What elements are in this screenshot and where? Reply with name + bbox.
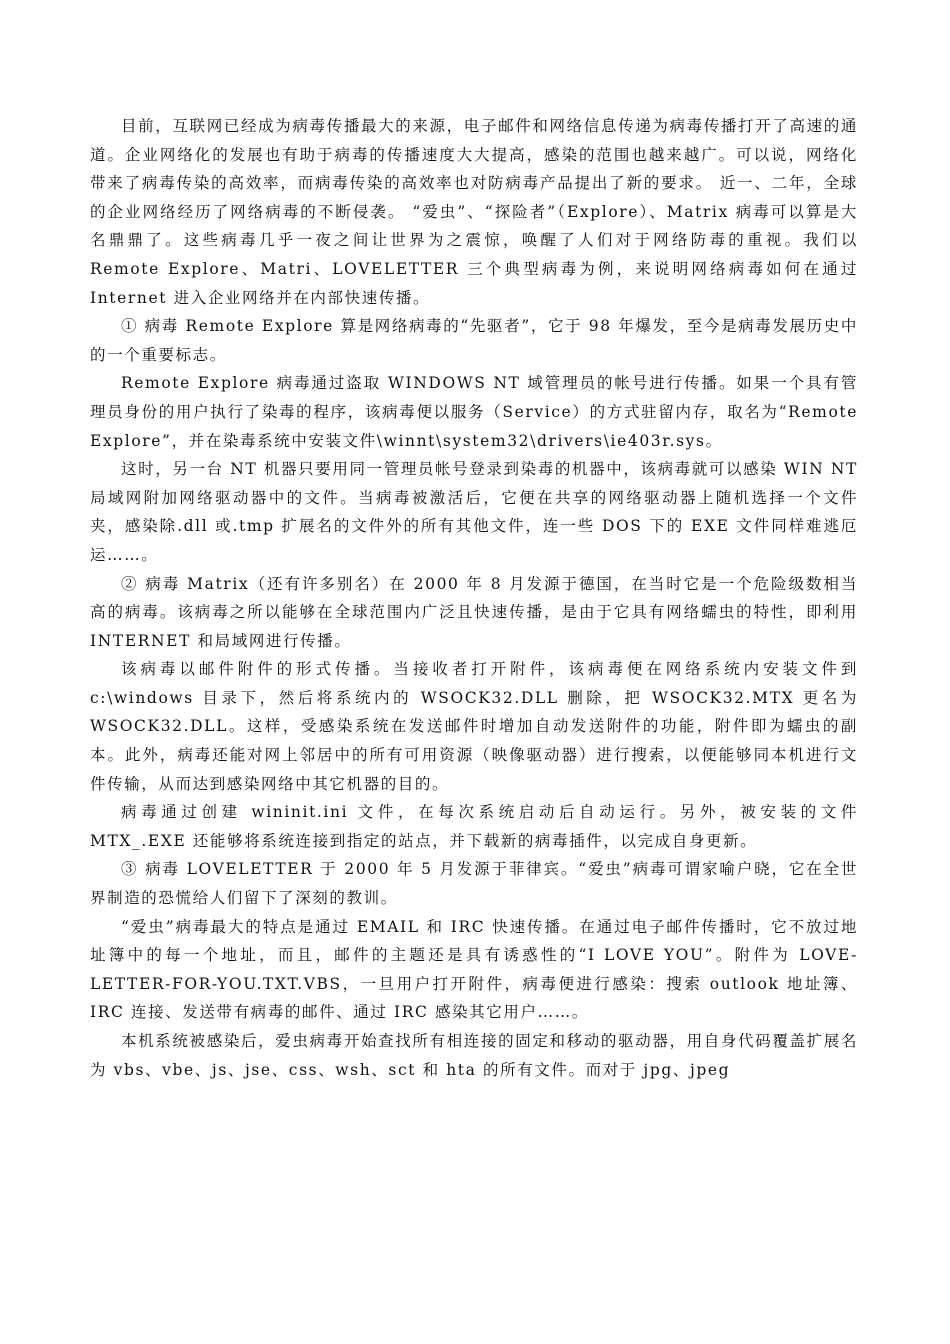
paragraph-remote-explore-infection: 这时，另一台 NT 机器只要用同一管理员帐号登录到染毒的机器中，该病毒就可以感染 WIN NT 局域网附加网络驱动器中的文件。当病毒被激活后，它便在共享的网络驱动器上随机选择一个文件夹，感染除.dll 或.tmp 扩展名的文件外的所有其他文件，连一些 DOS 下的 EXE 文件同样难逃厄运……。 (90, 460, 858, 564)
paragraph-matrix-spread: 该病毒以邮件附件的形式传播。当接收者打开附件，该病毒便在网络系统内安装文件到 c:\windows 目录下，然后将系统内的 WSOCK32.DLL 删除，把 WSOCK32.MTX 更名为 WSOCK32.DLL。这样，受感染系统在发送邮件时增加自动发送附件的功能，附件即为蠕虫的副本。此外，病毒还能对网上邻居中的所有可用资源（映像驱动器）进行搜索，以便能够同本机进行文件传输，从而达到感染网络中其它机器的目的。 (90, 660, 858, 793)
document-page (90, 112, 858, 1084)
paragraph-matrix-heading: ② 病毒 Matrix（还有许多别名）在 2000 年 8 月发源于德国，在当时它是一个危险级数相当高的病毒。该病毒之所以能够在全球范围内广泛且快速传播，是由于它具有网络蠕虫的特性，即利用 INTERNET 和局域网进行传播。 (90, 574, 858, 650)
paragraph-remote-explore-spread: Remote Explore 病毒通过盗取 WINDOWS NT 域管理员的帐号进行传播。如果一个具有管理员身份的用户执行了染毒的程序，该病毒便以服务（Service）的方式驻留内存，取名为“Remote Explore”，并在染毒系统中安装文件\winnt\system32\drivers\ie403r.sys。 (90, 374, 858, 450)
paragraph-loveletter-spread: “爱虫”病毒最大的特点是通过 EMAIL 和 IRC 快速传播。在通过电子邮件传播时，它不放过地址簿中的每一个地址，而且，邮件的主题还是具有诱惑性的“I LOVE YOU”。附件为 LOVE-LETTER-FOR-YOU.TXT.VBS，一旦用户打开附件，病毒便进行感染：搜索 outlook 地址簿、IRC 连接、发送带有病毒的邮件、通过 IRC 感染其它用户……。 (90, 917, 858, 1022)
paragraph-remote-explore-heading: ① 病毒 Remote Explore 算是网络病毒的“先驱者”，它于 98 年爆发，至今是病毒发展历史中的一个重要标志。 (90, 317, 858, 364)
paragraph-loveletter-infection: 本机系统被感染后，爱虫病毒开始查找所有相连接的固定和移动的驱动器，用自身代码覆盖扩展名为 vbs、vbe、js、jse、css、wsh、sct 和 hta 的所有文件。而对于 jpg、jpeg (90, 1032, 858, 1079)
paragraph-matrix-autorun: 病毒通过创建 wininit.ini 文件，在每次系统启动后自动运行。另外，被安装的文件 MTX_.EXE 还能够将系统连接到指定的站点，并下载新的病毒插件，以完成自身更新。 (90, 803, 858, 850)
paragraph-intro: 目前，互联网已经成为病毒传播最大的来源，电子邮件和网络信息传递为病毒传播打开了高速的通道。企业网络化的发展也有助于病毒的传播速度大大提高，感染的范围也越来越广。可以说，网络化带来了病毒传染的高效率，而病毒传染的高效率也对防病毒产品提出了新的要求。 近一、二年，全球的企业网络经历了网络病毒的不断侵袭。 “爱虫”、“探险者”（Explore）、Matrix 病毒可以算是大名鼎鼎了。这些病毒几乎一夜之间让世界为之震惊，唤醒了人们对于网络防毒的重视。我们以 Remote Explore、Matri、LOVELETTER 三个典型病毒为例，来说明网络病毒如何在通过 Internet 进入企业网络并在内部快速传播。 (90, 117, 858, 307)
paragraph-loveletter-heading: ③ 病毒 LOVELETTER 于 2000 年 5 月发源于菲律宾。“爱虫”病毒可谓家喻户晓，它在全世界制造的恐慌给人们留下了深刻的教训。 (90, 860, 858, 908)
